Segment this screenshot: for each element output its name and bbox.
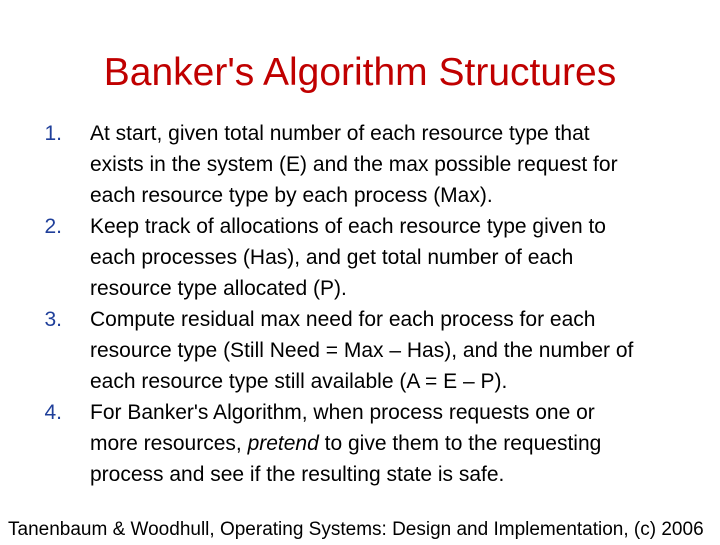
list-item-text: At start, given total number of each resource type that exists in the system (E) and the max possible request for each resource type by each process (Max).: [90, 122, 618, 207]
list-item-text: [90, 397, 720, 490]
text-before-emphasis: For Banker's Algorithm, when process requests one or more resources,: [90, 401, 595, 455]
text-after-emphasis: to give them to the requesting process and see if the resulting state is safe.: [90, 432, 602, 486]
list-item: [30, 397, 720, 490]
list-item: [30, 304, 720, 397]
emphasized-word: pretend: [247, 432, 319, 455]
slide-title: Banker's Algorithm Structures: [103, 51, 617, 94]
slide-footer: Tanenbaum & Woodhull, Operating Systems: Design and Implementation, (c) 2006: [8, 519, 704, 540]
list-item-number: 1.: [44, 122, 62, 145]
list-item-number: 2.: [44, 215, 62, 238]
list-item: [30, 118, 720, 211]
list-item-text: Keep track of allocations of each resource type given to each processes (Has), and get total number of each resource type allocated (P).: [90, 215, 606, 300]
list-item-text: Compute residual max need for each process for each resource type (Still Need = Max – Has), and the number of each resource type still available (A = E – P).: [90, 308, 634, 393]
list-item: [30, 211, 720, 304]
list-item-number: 3.: [44, 308, 62, 331]
numbered-list: [30, 118, 720, 490]
list-item-number: 4.: [44, 401, 62, 424]
